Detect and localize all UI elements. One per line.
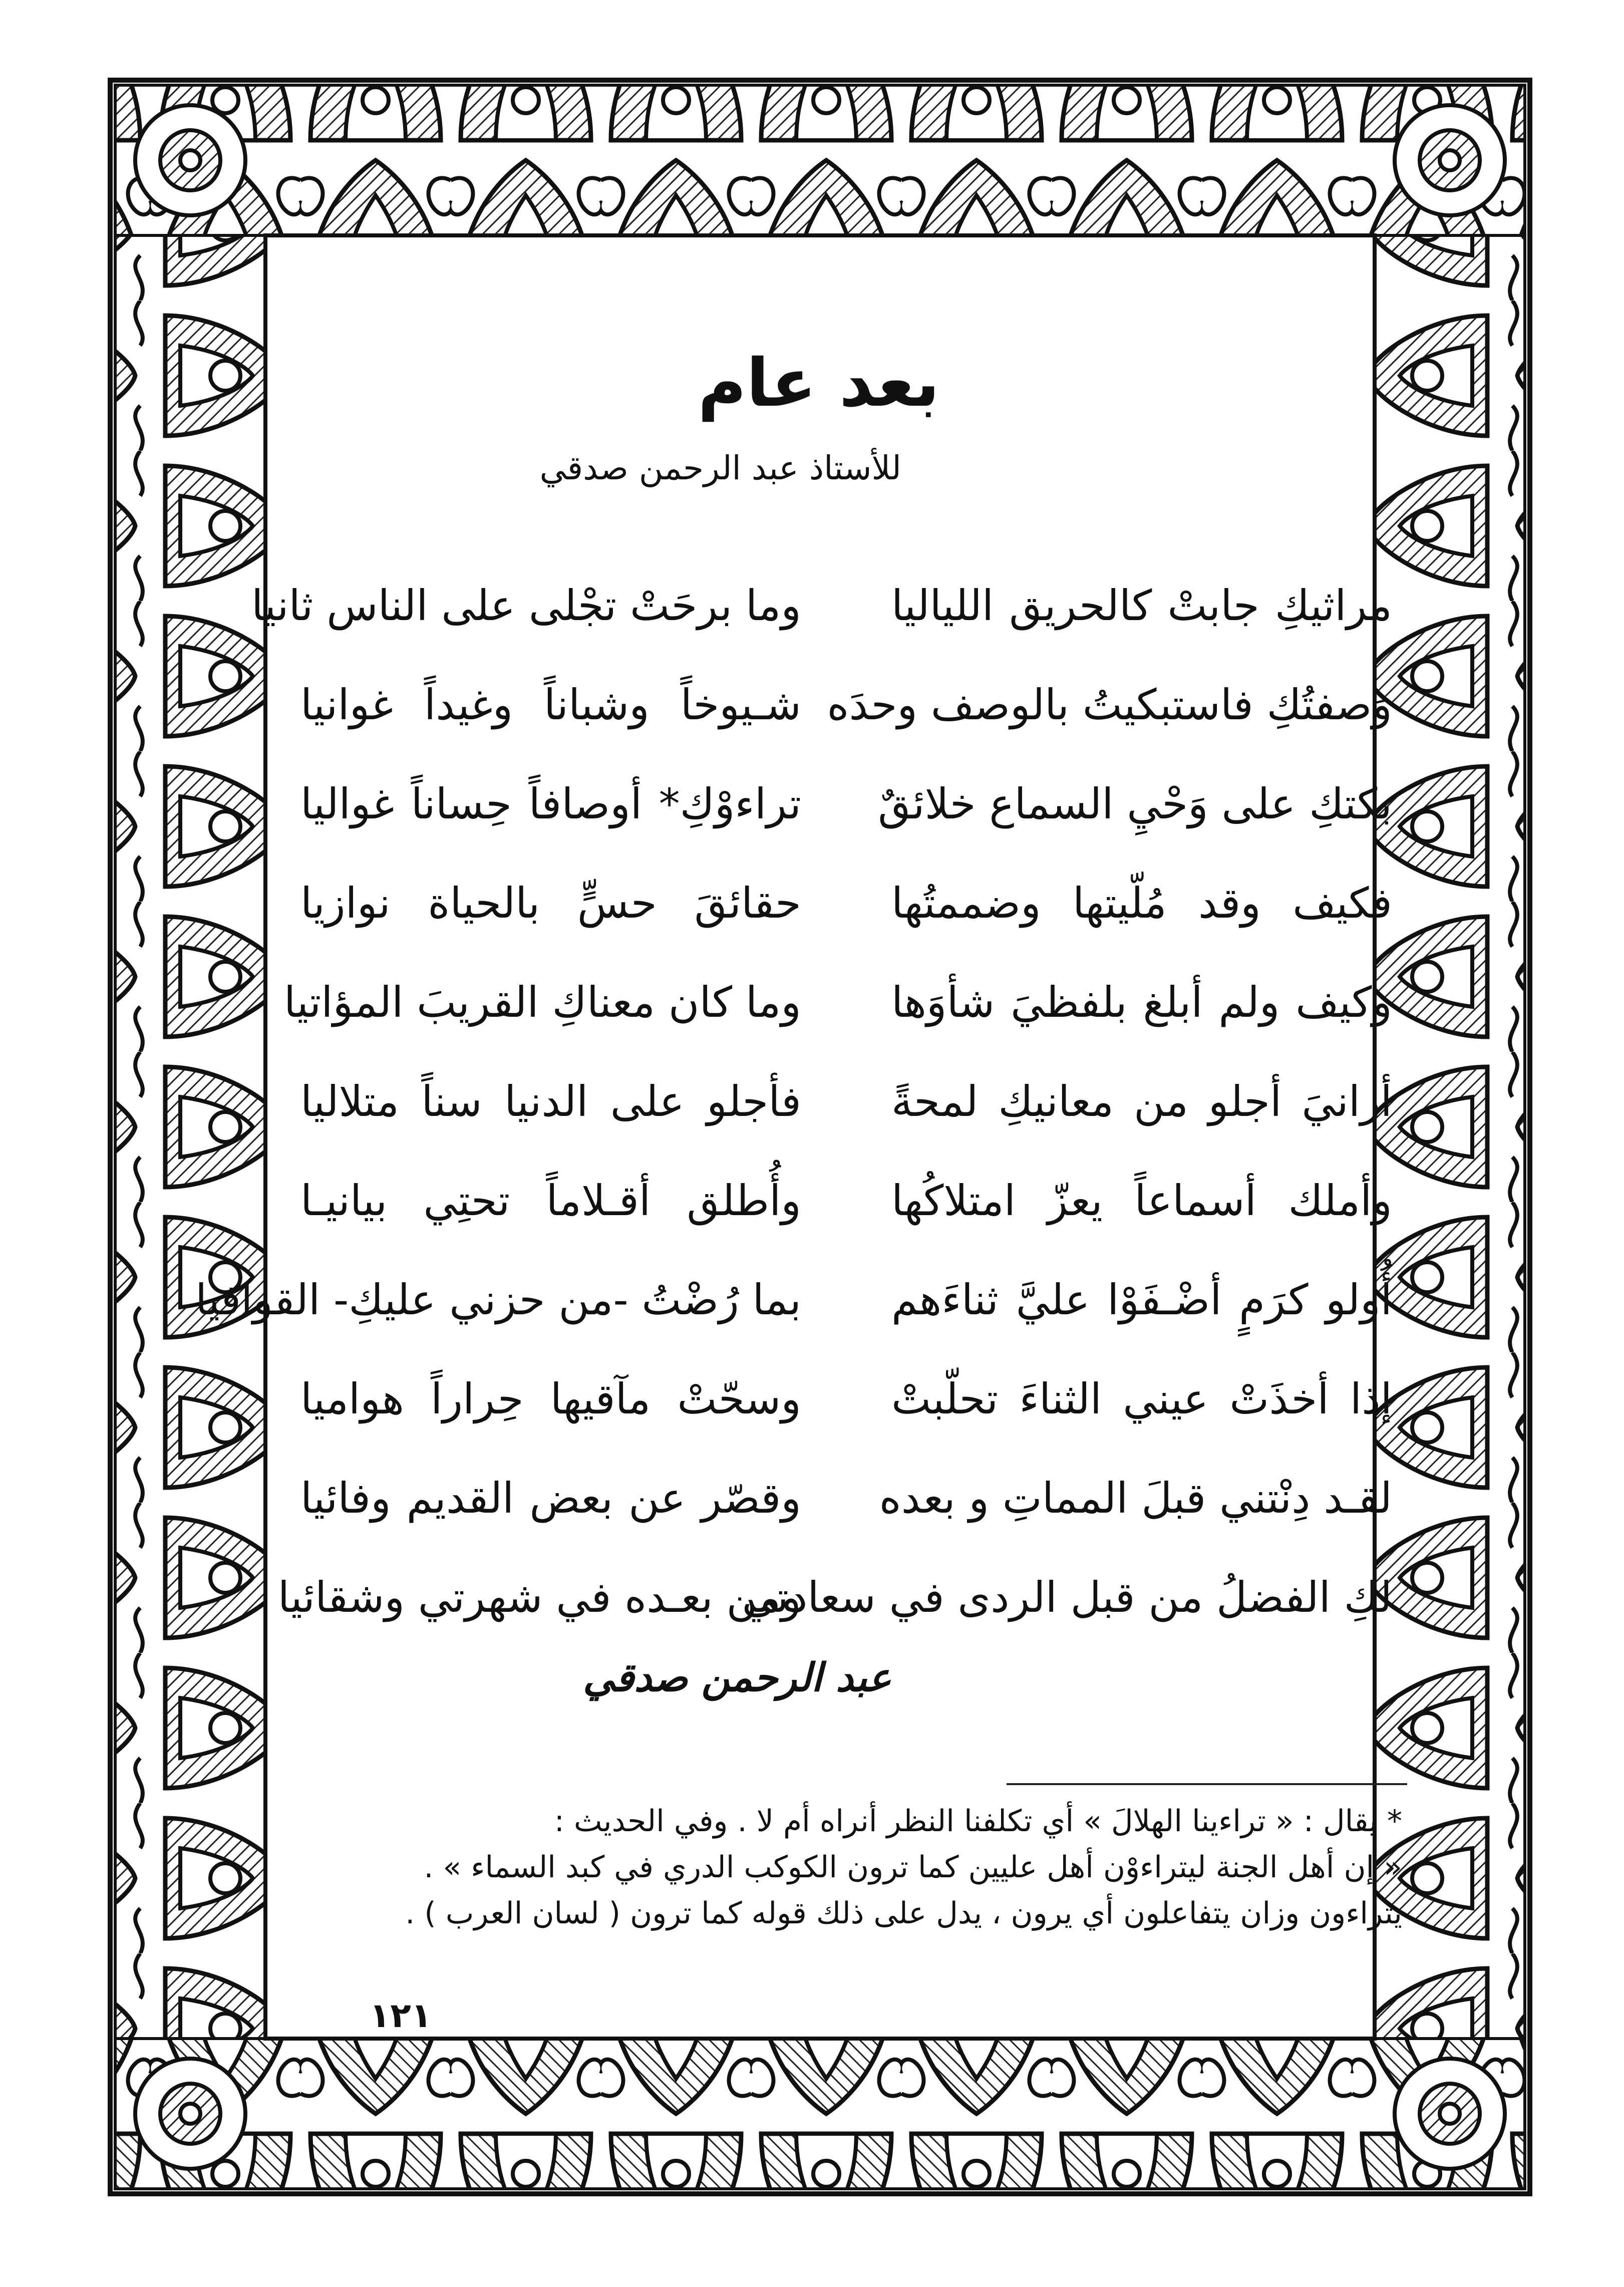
border-left	[115, 235, 265, 2039]
verse-first-hemistich: فكيف وقد مُلّيتها وضممتُها	[891, 879, 1392, 928]
footnote-divider	[1007, 1783, 1407, 1785]
verse-second-hemistich: تراءوْكِ* أوصافاً حِساناً غواليا	[300, 779, 801, 828]
verse-row	[195, 1250, 1392, 1349]
footnote-line: يتراءون وزان يتفاعلون أي يرون ، يدل على ذلك قوله كما ترون ( لسان العرب ) .	[405, 1896, 1402, 1931]
page-number: ١٢١	[369, 1996, 432, 2036]
verse-row	[300, 754, 1392, 853]
corner-ornament-top-left	[135, 105, 245, 215]
verse-second-hemistich: شـيوخاً وشباناً وغيداً غوانيا	[300, 680, 801, 729]
verse-row	[251, 556, 1392, 655]
verse-first-hemistich: لقـد دِنْتني قبلَ المماتِ و بعده	[879, 1474, 1392, 1523]
footnote	[300, 1798, 1402, 1936]
verse-first-hemistich: مراثيكِ جابتْ كالحريق اللياليا	[891, 581, 1392, 630]
corner-ornament-bottom-left	[135, 2059, 245, 2169]
verse-second-hemistich: وقصّر عن بعض القديم وفائيا	[300, 1474, 801, 1523]
verse-row	[283, 953, 1392, 1052]
verse-second-hemistich: وسحّتْ مآقيها حِراراً هواميا	[300, 1374, 801, 1423]
verse-row	[300, 655, 1392, 754]
verse-row	[300, 1151, 1392, 1250]
verse-second-hemistich: وما برحَتْ تجْلى على الناس ثانيا	[251, 581, 801, 630]
verse-first-hemistich: إذا أخذَتْ عيني الثناءَ تحلّبتْ	[891, 1374, 1392, 1423]
verse-row	[300, 853, 1392, 953]
verse-second-hemistich: حقائقَ حسٍّ بالحياة نوازيا	[300, 879, 801, 928]
verse-second-hemistich: وما كان معناكِ القريبَ المؤاتيا	[283, 978, 801, 1027]
footnote-line: « إن أهل الجنة ليتراءوْن أهل عليين كما ترون الكوكب الدري في كبد السماء » .	[424, 1850, 1402, 1885]
verse-second-hemistich: وأُطلق أقـلاماً تحتِي بيانيـا	[300, 1176, 801, 1225]
border-bottom	[115, 2039, 1525, 2189]
border-right	[1375, 235, 1525, 2039]
verse-second-hemistich: ومن بعـده في شهرتي وشقائيا	[277, 1573, 801, 1622]
author-signature: عبد الرحمن صدقي	[583, 1655, 891, 1700]
verse-second-hemistich: فأجلو على الدنيا سناً متلاليا	[300, 1077, 801, 1126]
verse-first-hemistich: وَصفتُكِ فاستبكيتُ بالوصف وحدَه	[827, 680, 1392, 729]
verse-first-hemistich: أُولو كرَمٍ أضْـفَوْا عليَّ ثناءَهم	[891, 1275, 1392, 1324]
verse-first-hemistich: أرانيَ أجلو من معانيكِ لمحةً	[891, 1077, 1392, 1126]
verse-first-hemistich: لكِ الفضلُ من قبل الردى في سعادتي	[742, 1573, 1392, 1622]
poem-verses	[195, 556, 1392, 1647]
verse-row	[300, 1052, 1392, 1151]
footnote-line: * يقال : « تراءينا الهلالَ » أي تكلفنا النظر أنراه أم لا . وفي الحديث :	[554, 1804, 1402, 1839]
corner-ornament-bottom-right	[1395, 2059, 1505, 2169]
verse-second-hemistich: بما رُضْتُ -من حزني عليكِ- القوافيا	[195, 1275, 801, 1324]
verse-first-hemistich: وكيف ولم أبلغ بلفظيَ شأوَها	[891, 978, 1392, 1027]
verse-row	[300, 1449, 1392, 1548]
verse-first-hemistich: بكتكِ على وَحْيِ السماع خلائقٌ	[878, 779, 1392, 828]
verse-first-hemistich: وأملك أسماعاً يعزّ امتلاكُها	[891, 1176, 1392, 1225]
poem-byline: للأستاذ عبد الرحمن صدقي	[539, 449, 901, 487]
verse-row	[300, 1349, 1392, 1449]
verse-row	[277, 1548, 1392, 1647]
border-top	[115, 85, 1525, 235]
corner-ornament-top-right	[1395, 105, 1505, 215]
poem-title: بعد عام	[698, 345, 940, 422]
